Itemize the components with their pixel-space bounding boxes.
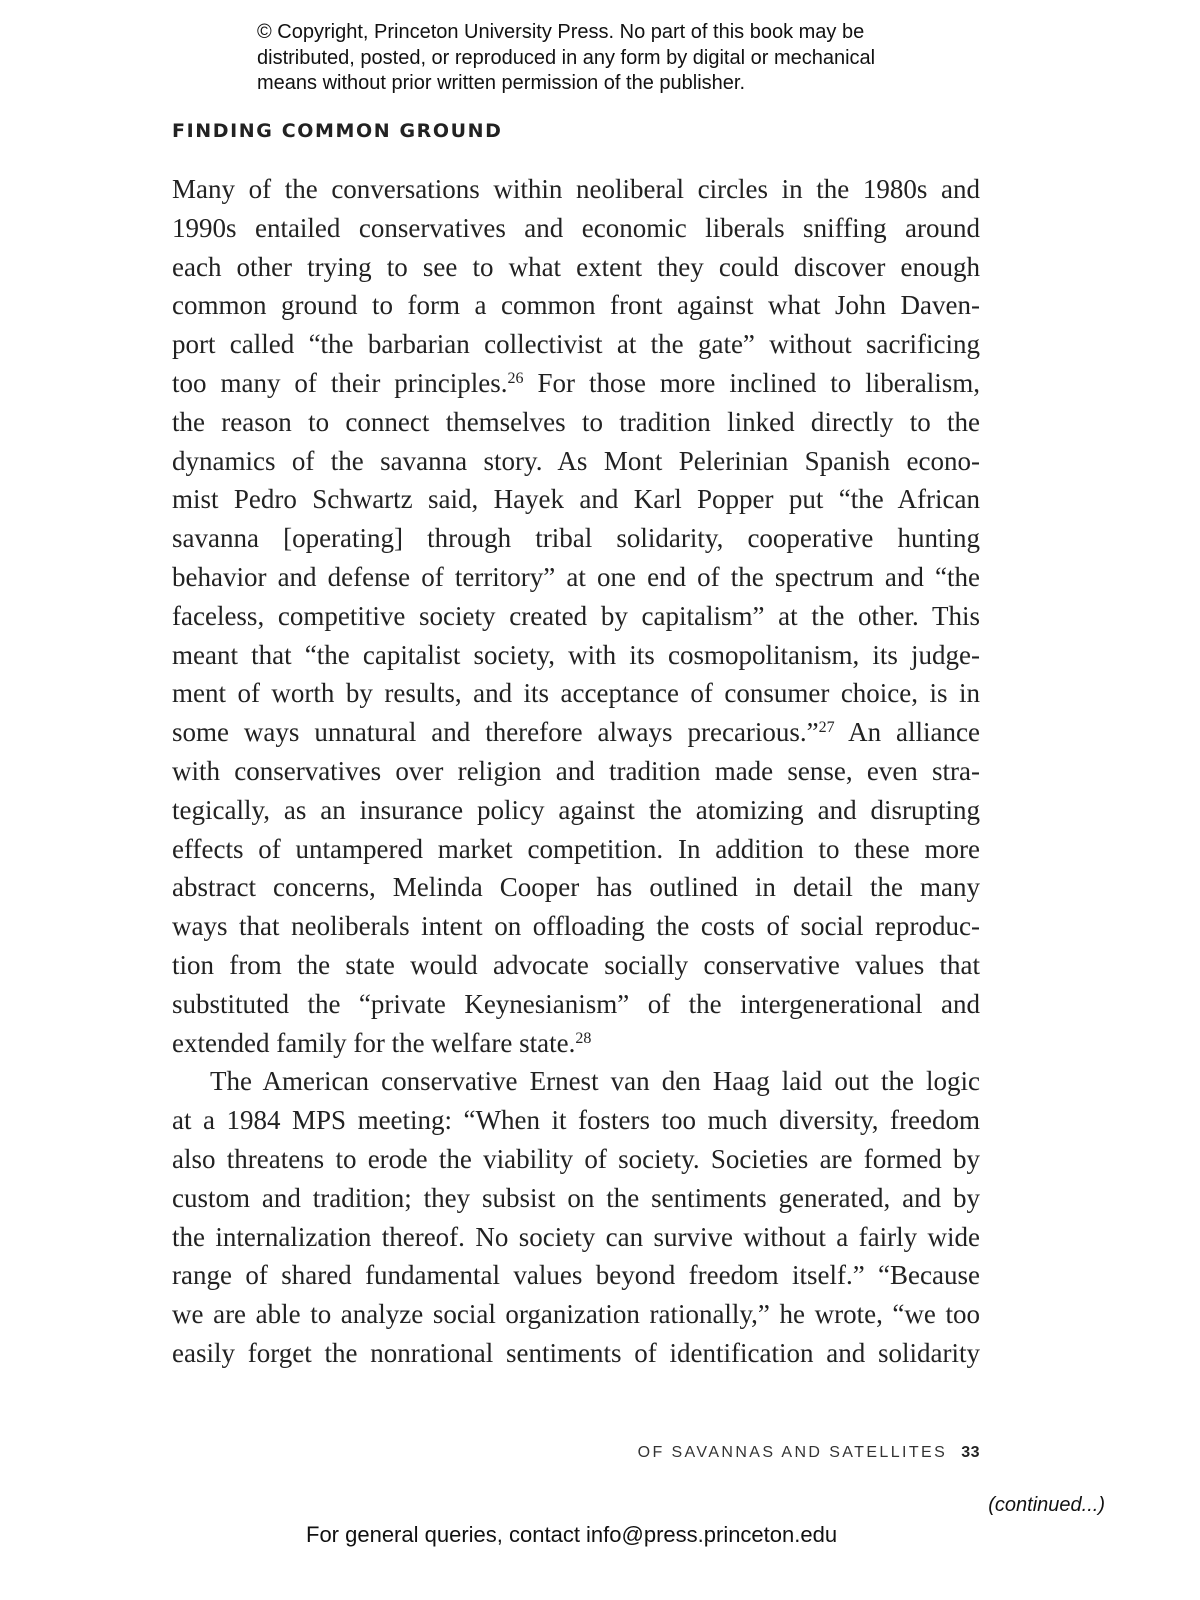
text-segment: meant that “the capitalist society, with its cosmopolitanism, its judge- bbox=[172, 639, 980, 670]
continued-label: (continued...) bbox=[988, 1494, 1105, 1516]
copyright-notice bbox=[257, 20, 875, 97]
text-line bbox=[172, 1256, 980, 1295]
text-line bbox=[172, 830, 980, 869]
text-segment: each other trying to see to what extent they could discover enough bbox=[172, 251, 980, 282]
text-line bbox=[172, 364, 980, 403]
text-segment: substituted the “private Keynesianism” of the intergenerational and bbox=[172, 988, 980, 1019]
queries-notice: For general queries, contact info@press.princeton.edu bbox=[306, 1522, 838, 1547]
text-segment: An alliance bbox=[834, 717, 980, 748]
text-line bbox=[172, 868, 980, 907]
copyright-line: means without prior written permission of the publisher. bbox=[257, 72, 746, 94]
text-line bbox=[172, 170, 980, 209]
text-segment: Many of the conversations within neoliberal circles in the 1980s and bbox=[172, 174, 980, 204]
text-segment: the internalization thereof. No society can survive without a fairly wide bbox=[172, 1221, 980, 1252]
text-line bbox=[172, 946, 980, 985]
copyright-line: © Copyright, Princeton University Press. No part of this book may be bbox=[257, 21, 865, 43]
text-segment: range of shared fundamental values beyond freedom itself.” “Because bbox=[172, 1260, 980, 1291]
text-line bbox=[172, 1101, 980, 1140]
text-segment: too many of their principles. bbox=[172, 367, 508, 398]
text-segment: port called “the barbarian collectivist at the gate” without sacrificing bbox=[172, 329, 980, 360]
text-segment: extended family for the welfare state. bbox=[172, 1027, 576, 1058]
running-footer bbox=[638, 1444, 980, 1462]
text-line bbox=[172, 985, 980, 1024]
text-line bbox=[172, 636, 980, 675]
text-line bbox=[172, 442, 980, 481]
footnote-ref: 28 bbox=[575, 1029, 592, 1047]
text-line bbox=[172, 1179, 980, 1218]
text-segment: tegically, as an insurance policy against the atomizing and disrupting bbox=[172, 794, 980, 825]
text-line bbox=[172, 1295, 980, 1334]
text-line bbox=[172, 1062, 980, 1101]
text-line bbox=[172, 752, 980, 791]
text-segment: easily forget the nonrational sentiments of identification and solidarity bbox=[172, 1337, 980, 1368]
text-segment: at a 1984 MPS meeting: “When it fosters too much diversity, freedom bbox=[172, 1105, 980, 1136]
text-line bbox=[172, 248, 980, 287]
text-segment: For those more inclined to liberalism, bbox=[523, 367, 980, 398]
copyright-line: distributed, posted, or reproduced in any form by digital or mechanical bbox=[257, 46, 876, 69]
text-segment: mist Pedro Schwartz said, Hayek and Karl Popper put “the African bbox=[172, 484, 980, 515]
section-heading: FINDING COMMON GROUND bbox=[172, 120, 503, 142]
text-segment: common ground to form a common front against what John Daven- bbox=[172, 290, 980, 321]
text-segment: 1990s entailed conservatives and economic liberals sniffing around bbox=[172, 212, 980, 243]
text-line bbox=[172, 674, 980, 713]
text-line bbox=[172, 286, 980, 325]
text-segment: custom and tradition; they subsist on the sentiments generated, and by bbox=[172, 1182, 980, 1213]
text-segment: savanna [operating] through tribal solidarity, cooperative hunting bbox=[172, 523, 980, 554]
footnote-ref: 27 bbox=[818, 719, 835, 737]
text-segment: some ways unnatural and therefore always precarious.” bbox=[172, 717, 819, 748]
text-line bbox=[172, 713, 980, 752]
text-line bbox=[172, 1140, 980, 1179]
text-line bbox=[172, 519, 980, 558]
text-segment: we are able to analyze social organization rationally,” he wrote, “we too bbox=[172, 1299, 980, 1330]
page-number: 33 bbox=[961, 1444, 980, 1461]
text-segment: ways that neoliberals intent on offloading the costs of social reproduc- bbox=[172, 911, 980, 942]
text-segment: with conservatives over religion and tradition made sense, even stra- bbox=[172, 755, 980, 786]
text-line bbox=[172, 791, 980, 830]
body-text bbox=[172, 170, 980, 1373]
text-segment: abstract concerns, Melinda Cooper has outlined in detail the many bbox=[172, 872, 980, 903]
text-line bbox=[172, 1024, 980, 1063]
text-segment: ment of worth by results, and its acceptance of consumer choice, is in bbox=[172, 678, 980, 709]
text-line bbox=[172, 1218, 980, 1257]
footnote-ref: 26 bbox=[507, 369, 524, 387]
text-segment: The American conservative Ernest van den Haag laid out the logic bbox=[210, 1066, 980, 1097]
running-footer-title: OF SAVANNAS AND SATELLITES bbox=[637, 1444, 948, 1461]
text-line bbox=[172, 597, 980, 636]
text-line bbox=[172, 403, 980, 442]
text-line bbox=[172, 480, 980, 519]
text-segment: faceless, competitive society created by capitalism” at the other. This bbox=[172, 600, 980, 631]
text-line bbox=[172, 209, 980, 248]
text-segment: the reason to connect themselves to tradition linked directly to the bbox=[172, 406, 980, 437]
text-segment: behavior and defense of territory” at one end of the spectrum and “the bbox=[172, 561, 980, 592]
text-segment: tion from the state would advocate socially conservative values that bbox=[172, 949, 980, 980]
text-line bbox=[172, 325, 980, 364]
text-line bbox=[172, 558, 980, 597]
text-line bbox=[172, 1334, 980, 1373]
text-segment: effects of untampered market competition. In addition to these more bbox=[172, 833, 980, 864]
text-line bbox=[172, 907, 980, 946]
text-segment: also threatens to erode the viability of society. Societies are formed by bbox=[172, 1143, 980, 1174]
text-segment: dynamics of the savanna story. As Mont Pelerinian Spanish econo- bbox=[172, 445, 980, 476]
